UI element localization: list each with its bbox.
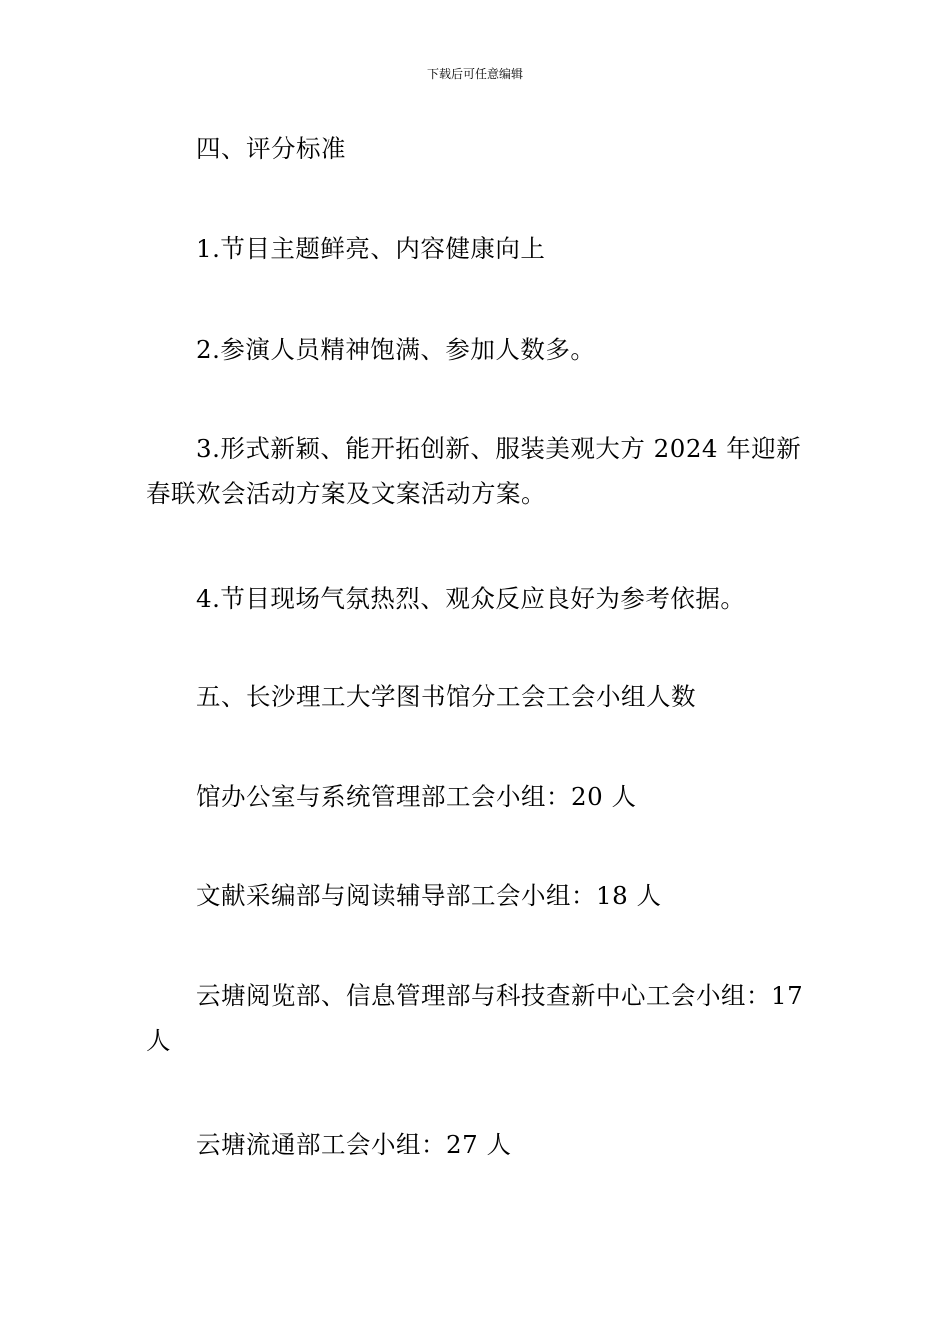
criterion-1: 1.节目主题鲜亮、内容健康向上	[196, 234, 546, 263]
group-office-system: 馆办公室与系统管理部工会小组：20 人	[196, 782, 637, 811]
group-yuntang-circulation: 云塘流通部工会小组：27 人	[196, 1130, 512, 1159]
section-4-title: 四、评分标准	[196, 134, 346, 163]
group-acquisition-reading: 文献采编部与阅读辅导部工会小组：18 人	[196, 881, 662, 910]
header-note: 下载后可任意编辑	[426, 67, 523, 81]
group-yuntang-reading-info: 云塘阅览部、信息管理部与科技查新中心工会小组：17 人	[146, 981, 804, 1055]
criterion-3: 3.形式新颖、能开拓创新、服装美观大方 2024 年迎新春联欢会活动方案及文案活动方案。	[146, 434, 802, 508]
section-5-title: 五、长沙理工大学图书馆分工会工会小组人数	[196, 682, 696, 711]
criterion-4: 4.节目现场气氛热烈、观众反应良好为参考依据。	[196, 584, 746, 613]
criterion-2: 2.参演人员精神饱满、参加人数多。	[196, 335, 596, 364]
